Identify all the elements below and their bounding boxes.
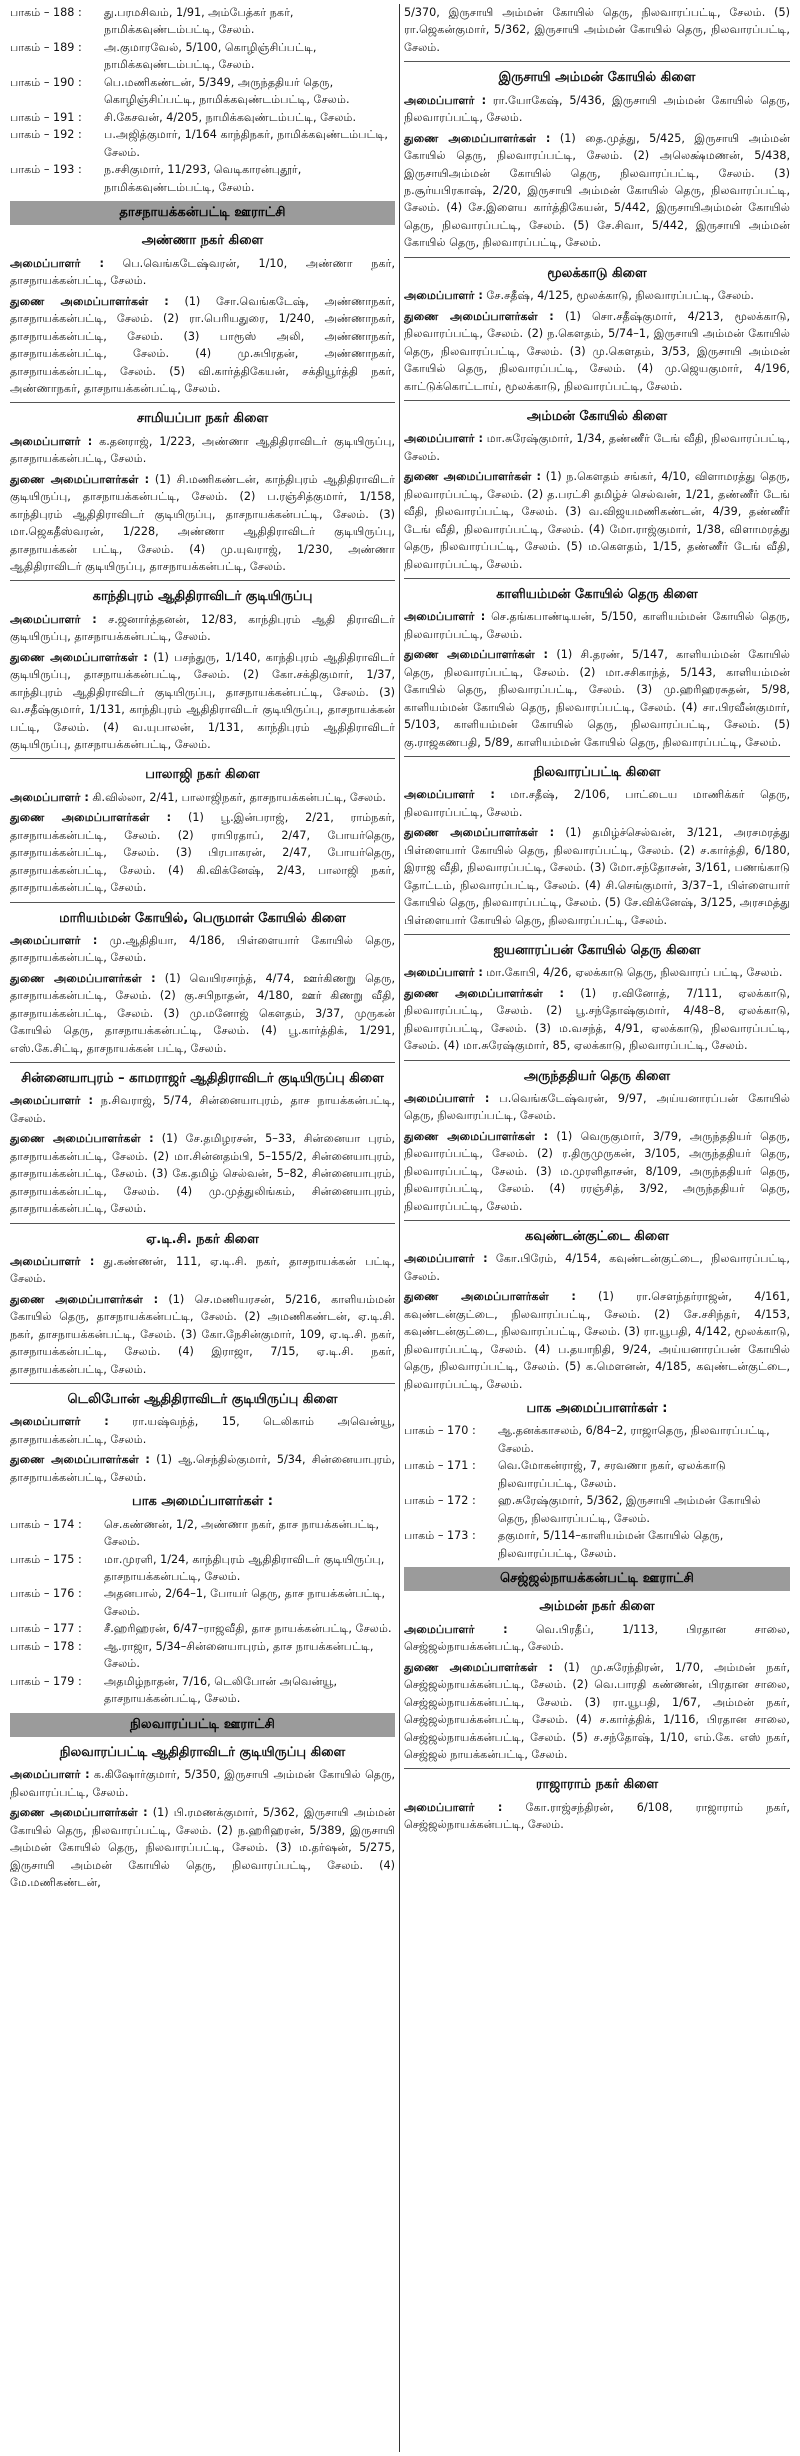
section-divider [404, 934, 790, 935]
member-paragraph [10, 293, 395, 398]
member-paragraph [10, 471, 395, 576]
section-title: டெலிபோன் ஆதிதிராவிடர் குடியிருப்பு கிளை [67, 1392, 338, 1408]
member-details: பெ.வெங்கடேஷ்வரன், 1/10, அண்ணா நகர், தாசநாயக்கன்பட்டி, சேலம். [10, 256, 396, 288]
booth-number: பாகம் – 192 : [10, 128, 82, 142]
role-label: அமைப்பாளர் : [10, 1768, 90, 1782]
role-label: அமைப்பாளர் : [404, 1091, 490, 1105]
role-label: அமைப்பாளர் : [10, 1415, 109, 1429]
member-details: (1) தை.முத்து, 5/425, இருசாயி அம்மன் கோயில் தெரு, நிலவாரப்பட்டி, சேலம். (2) அலெக்ஷ்மணன், 5/438, இருசாயிஅம்மன் கோயில் தெரு, நிலவாரப்பட்டி, சேலம். (3) ந.சூர்யபிரகாஷ், 2/20, இருசாயி அம்மன் கோயில் தெரு, நிலவாரப்பட்டி, சேலம். (4) சே.இளைய கார்த்திகேயன், 5/442, இருசாயிஅம்மன் கோயில் தெரு, நிலவாரப்பட்டி, சேலம். (5) சே.சிவா, 5/442, இருசாயி அம்மன் கோயில் தெரு, நிலவாரப்பட்டி, சேலம். [404, 131, 790, 250]
booth-organizer: ஆ.தனக்காசலம், 6/84–2, ராஜாதெரு, நிலவாரப்பட்டி, சேலம். [498, 1424, 770, 1455]
role-label: துணை அமைப்பாளர்கள் : [404, 470, 541, 484]
role-label: துணை அமைப்பாளர்கள் : [404, 986, 564, 1000]
booth-organizer: ந.சசிகுமார், 11/293, வெடிகாரன்புதூர், நாமிக்கவுண்டம்பட்டி, சேலம். [104, 163, 302, 194]
section-divider [404, 1220, 790, 1221]
role-label: துணை அமைப்பாளர்கள் : [10, 472, 150, 486]
section-title: மூலக்காடு கிளை [547, 265, 647, 281]
booth-row [10, 161, 395, 196]
booth-organizer: அ.குமாரவேல், 5/100, கொழிஞ்சிப்பட்டி, நாமிக்கவுண்டம்பட்டி, சேலம். [104, 40, 317, 72]
member-details: க.தனராஜ், 1/223, அண்ணா ஆதிதிராவிடர் குடியிருப்பு, தாசநாயக்கன்பட்டி, சேலம். [10, 434, 395, 466]
section-divider [404, 400, 790, 401]
left-column [6, 4, 400, 2452]
section-divider [10, 1062, 395, 1063]
booth-number: பாகம் – 190 : [10, 75, 82, 89]
member-details: கோ.ராஜ்சந்திரன், 6/108, ராஜாராம் நகர், செஜ்ஜல்நாயக்கன்பட்டி, சேலம். [404, 1800, 790, 1832]
booth-row [404, 1422, 790, 1457]
panchayat-banner: தாசநாயக்கன்பட்டி ஊராட்சி [10, 201, 395, 225]
member-details: (1) மு.சுரேந்திரன், 1/70, அம்மன் நகர், செஜ்ஜல்நாயக்கன்பட்டி, சேலம். (2) வெ.பாரதி கண்ணன், பிரதான சாலை, செஜ்ஜல்நாயக்கன்பட்டி, சேலம். (3) ரா.யூபதி, 1/67, அம்மன் நகர், செஜ்ஜல்நாயக்கன்பட்டி, சேலம். (4) ச.கார்த்திக், 1/116, பிரதான சாலை, செஜ்ஜல்நாயக்கன்பட்டி, சேலம். (5) ச.சந்தோஷ், 1/10, எம்.கே. எஸ் நகர், செஜ்ஜல் நாயக்கன்பட்டி, சேலம். [404, 1660, 790, 1762]
section-divider [404, 578, 790, 579]
member-details: ச.ஜனார்த்தனன், 12/83, காந்திபுரம் ஆதி திராவிடர் குடியிருப்பு, தாசநாயக்கன்பட்டி, சேலம். [10, 612, 396, 644]
section-title: பாக அமைப்பாளர்கள் : [526, 1401, 668, 1417]
role-label: அமைப்பாளர் : [404, 289, 483, 303]
booth-row [10, 1673, 395, 1708]
member-details: கி.வில்லா, 2/41, பாலாஜிநகர், தாசநாயக்கன்பட்டி, சேலம். [88, 790, 386, 804]
booth-organizer: வெ.மோகன்ராஜ், 7, சரவணா நகர், ஏலக்காடு நிலவாரப்பட்டி, சேலம். [498, 1459, 726, 1490]
member-details: (1) வெயிரசாந்த், 4/74, ஊர்கிணறு தெரு, தாசநாயக்கன்பட்டி, சேலம். (2) கு.சபிநாதன், 4/180, ஊர் கிணறு வீதி, தாசநாயக்கன்பட்டி, சேலம். (3) மு.மனோஜ் கௌதம், 3/37, முருகன் கோயில் தெரு, தாசநாயக்கன்பட்டி, சேலம். (4) பூ.கார்த்திக், 1/291, எஸ்.கே.சிட்டி, தாசநாயக்கன் பட்டி, சேலம். [10, 971, 395, 1055]
booth-row [10, 1551, 395, 1586]
role-label: அமைப்பாளர் : [404, 1252, 488, 1266]
role-label: துணை அமைப்பாளர்கள் : [10, 1132, 154, 1146]
section-title: ஐயனாரப்பன் கோயில் தெரு கிளை [493, 943, 701, 959]
booth-row [10, 1620, 395, 1637]
member-paragraph [404, 92, 790, 127]
booth-organizer: அதமிழ்நாதன், 7/16, டெலிபோன் அவென்யூ, தாசநாயக்கன்பட்டி, சேலம். [104, 1674, 338, 1706]
member-details: மா.சுரேஷ்குமார், 1/34, தண்ணீர் டேங் வீதி, நிலவாரப்பட்டி, சேலம். [404, 432, 790, 463]
section-title: ஏ.டி.சி. நகர் கிளை [146, 1231, 259, 1247]
section-title: அண்ணா நகர் கிளை [141, 233, 264, 249]
section-divider [10, 1223, 395, 1224]
role-label: துணை அமைப்பாளர்கள் : [404, 309, 554, 323]
member-paragraph [10, 1291, 395, 1378]
role-label: துணை அமைப்பாளர்கள் : [10, 1806, 148, 1820]
role-label: துணை அமைப்பாளர்கள் : [404, 1660, 553, 1674]
role-label: அமைப்பாளர் : [10, 1094, 94, 1108]
member-details: வெ.பிரதீப், 1/113, பிரதான சாலை, செஜ்ஜல்நாயக்கன்பட்டி, சேலம். [404, 1622, 790, 1654]
member-paragraph [10, 970, 395, 1057]
booth-row [10, 4, 395, 39]
member-paragraph [10, 932, 395, 967]
member-paragraph [404, 608, 790, 643]
role-label: துணை அமைப்பாளர்கள் : [404, 131, 551, 145]
booth-list [10, 1516, 395, 1708]
booth-row [10, 1585, 395, 1620]
member-paragraph [10, 1253, 395, 1288]
booth-organizer: ப.அஜித்குமார், 1/164 காந்திநகர், நாமிக்கவுண்டம்பட்டி, சேலம். [104, 128, 388, 159]
member-details: 5/370, இருசாயி அம்மன் கோயில் தெரு, நிலவாரப்பட்டி, சேலம். (5) ரா.ஜெகன்குமார், 5/362, இருசாயி அம்மன் கோயில் தெரு, நிலவாரப்பட்டி, சேலம். [404, 6, 790, 54]
section-divider [10, 1383, 395, 1384]
member-paragraph [10, 1804, 395, 1891]
member-details: (1) சே.தமிழரசன், 5–33, சின்னையா புரம், தாசநாயக்கன்பட்டி, சேலம். (2) மா.சின்னதம்பி, 5–155/2, சின்னையாபுரம், தாசநாயக்கன்பட்டி, சேலம். (3) கே.தமிழ் செல்வன், 5–82, சின்னையாபுரம், தாசநாயக்கன்பட்டி, சேலம். (4) மு.முத்துலிங்கம், சின்னையாபுரம், தாசநாயக்கன்பட்டி, சேலம். [10, 1132, 396, 1216]
member-details: (1) பசந்துரு, 1/140, காந்திபுரம் ஆதிதிராவிடர் குடியிருப்பு, தாசநாயக்கன்பட்டி, சேலம். (2) கோ.சக்திகுமார், 1/37, காந்திபுரம் ஆதிதிராவிடர் குடியிருப்பு, தாசநாயக்கன்பட்டி, சேலம். (3) வ.சதீஷ்குமார், 1/131, காந்திபுரம் ஆதிதிராவிடர் குடியிருப்பு, தாசநாயக்கன் பட்டி, சேலம். (4) வ.யுபாலன், 1/131, காந்திபுரம் ஆதிதிராவிடர் குடியிருப்பு, தாசநாயக்கன்பட்டி, சேலம். [10, 650, 395, 751]
role-label: அமைப்பாளர் : [404, 966, 483, 980]
role-label: துணை அமைப்பாளர்கள் : [10, 971, 156, 985]
booth-number: பாகம் – 179 : [10, 1674, 82, 1688]
section-title: காளியம்மன் கோயில் தெரு கிளை [496, 586, 698, 602]
panchayat-banner: நிலவாரப்பட்டி ஊராட்சி [10, 1713, 395, 1737]
booth-row [10, 39, 395, 74]
booth-organizer: சீ.ஹரிஹரன், 6/47–ராஜவீதி, தாச நாயக்கன்பட்டி, சேலம். [104, 1622, 392, 1636]
section-title: நிலவாரப்பட்டி ஆதிதிராவிடர் குடியிருப்பு கிளை [59, 1745, 346, 1761]
member-paragraph [10, 789, 395, 806]
member-details: (1) ர.வினோத், 7/111, ஏலக்காடு, நிலவாரப்பட்டி, சேலம். (2) பூ.சந்தோஷ்குமார், 4/48–8, ஏலக்காடு, நிலவாரப்பட்டி, சேலம். (3) ம.வசந்த், 4/91, ஏலக்காடு, நிலவாரப்பட்டி, சேலம். (4) மா.சுரேஷ்குமார், 85, ஏலக்காடு, நிலவாரப்பட்டி, சேலம். [404, 986, 791, 1053]
section-divider [10, 758, 395, 759]
section-title: அம்மன் நகர் கிளை [539, 1599, 655, 1615]
member-paragraph [10, 809, 395, 896]
section-divider [404, 756, 790, 757]
section-divider [404, 61, 790, 62]
booth-organizer: பெ.மணிகண்டன், 5/349, அருந்ததியர் தெரு, கொழிஞ்சிப்பட்டி, நாமிக்கவுண்டம்பட்டி, சேலம். [104, 75, 350, 107]
member-paragraph [404, 786, 790, 821]
member-details: (1) பி.ரமணக்குமார், 5/362, இருசாயி அம்மன் கோயில் தெரு, நிலவாரப்பட்டி, சேலம். (2) ந.ஹரிஹரன், 5/389, இருசாயி அம்மன் கோயில் தெரு, நிலவாரப்பட்டி, சேலம். (3) ம.தர்ஷன், 5/275, இருசாயி அம்மன் கோயில் தெரு, நிலவாரப்பட்டி, சேலம். (4) மே.மணிகண்டன், [10, 1806, 396, 1890]
section-title: பாலாஜி நகர் கிளை [145, 767, 260, 783]
member-paragraph [10, 1766, 395, 1801]
role-label: அமைப்பாளர் : [10, 434, 93, 448]
member-paragraph [10, 1130, 395, 1217]
booth-number: பாகம் – 188 : [10, 6, 82, 19]
member-details: செ.தங்கபாண்டியன், 5/150, காளியம்மன் கோயில் தெரு, நிலவாரப்பட்டி, சேலம். [404, 610, 790, 641]
booth-organizer: செ.கண்ணன், 1/2, அண்ணா நகர், தாச நாயக்கன்பட்டி, சேலம். [104, 1517, 380, 1549]
role-label: துணை அமைப்பாளர்கள் : [404, 648, 549, 662]
booth-number: பாகம் – 189 : [10, 40, 82, 54]
panchayat-banner: செஜ்ஜல்நாயக்கன்பட்டி ஊராட்சி [404, 1567, 790, 1591]
member-details: (1) ரா.செளந்தர்ராஜன், 4/161, கவுண்டன்குட்டை, நிலவாரப்பட்டி, சேலம். (2) சே.சசிந்தர், 4/153, கவுண்டன்குட்டை, நிலவாரப்பட்டி, சேலம். (3) ரா.யூபதி, 4/142, மூலக்காடு, நிலவாரப்பட்டி, சேலம். (4) ப.தயாநிதி, 9/24, அய்யனாரப்பன் கோயில் தெரு, நிலவாரப்பட்டி, சேலம். (5) க.மௌனன், 4/185, கவுண்டன்குட்டை, நிலவாரப்பட்டி, சேலம். [404, 1290, 790, 1391]
booth-number: பாகம் – 174 : [10, 1517, 82, 1531]
booth-row [10, 74, 395, 109]
section-title: இருசாயி அம்மன் கோயில் கிளை [498, 70, 696, 86]
member-details: ந.சிவராஜ், 5/74, சின்னையாபுரம், தாச நாயக்கன்பட்டி, சேலம். [10, 1094, 396, 1125]
booth-number: பாகம் – 172 : [404, 1494, 476, 1508]
role-label: அமைப்பாளர் : [10, 256, 104, 270]
booth-organizer: ஆ.ராஜா, 5/34–சின்னையாபுரம், தாச நாயக்கன்பட்டி, சேலம். [104, 1639, 374, 1671]
role-label: துணை அமைப்பாளர்கள் : [404, 1290, 576, 1304]
member-paragraph [404, 1288, 790, 1393]
member-paragraph [404, 130, 790, 252]
booth-row [10, 109, 395, 126]
member-details: ப.வெங்கடேஷ்வரன், 9/97, அய்யனாரப்பன் கோயில் தெரு, நிலவாரப்பட்டி, சேலம். [404, 1091, 791, 1123]
role-label: அமைப்பாளர் : [404, 1800, 503, 1814]
booth-organizer: தகுமார், 5/114–காளியம்மன் கோயில் தெரு, நிலவாரப்பட்டி, சேலம். [498, 1529, 724, 1560]
booth-organizer: ஹ.சுரேஷ்குமார், 5/362, இருசாயி அம்மன் கோயில் தெரு, நிலவாரப்பட்டி, சேலம். [498, 1494, 761, 1525]
section-divider [10, 580, 395, 581]
booth-number: பாகம் – 193 : [10, 163, 82, 177]
role-label: அமைப்பாளர் : [404, 610, 486, 624]
role-label: துணை அமைப்பாளர்கள் : [404, 1129, 549, 1143]
member-paragraph [404, 824, 790, 929]
member-paragraph [10, 1451, 395, 1486]
booth-number: பாகம் – 175 : [10, 1552, 82, 1566]
booth-organizer: சி.கேசவன், 4/205, நாமிக்கவுண்டம்பட்டி, சேலம். [104, 110, 357, 124]
booth-row [404, 1492, 790, 1527]
section-title: ராஜாராம் நகர் கிளை [535, 1777, 659, 1793]
section-divider [10, 402, 395, 403]
member-paragraph [404, 1659, 790, 1764]
member-paragraph [10, 611, 395, 646]
member-paragraph [404, 985, 790, 1055]
role-label: துணை அமைப்பாளர்கள் : [10, 650, 148, 664]
member-paragraph [404, 468, 790, 573]
section-divider [10, 902, 395, 903]
role-label: அமைப்பாளர் : [404, 432, 483, 446]
member-details: க.கிஷோர்குமார், 5/350, இருசாயி அம்மன் கோயில் தெரு, நிலவாரப்பட்டி, சேலம். [10, 1768, 396, 1799]
member-paragraph [10, 1092, 395, 1127]
right-column [400, 4, 794, 2452]
role-label: அமைப்பாளர் : [404, 93, 487, 107]
member-details: (1) சோ.வெங்கடேஷ், அண்ணாநகர், தாசநாயக்கன்பட்டி, சேலம். (2) ரா.பெரியதுரை, 1/240, அண்ணாநகர், தாசநாயக்கன்பட்டி, சேலம். (3) பாரூஸ் அலி, அண்ணாநகர், தாசநாயக்கன்பட்டி, சேலம். (4) மு.சுபிரதன், அண்ணாநகர், தாசநாயக்கன்பட்டி, சேலம். (5) வி.கார்த்திகேயன், சக்தியூர்த்தி நகர், அண்ணாநகர், தாசநாயக்கன்பட்டி, சேலம். [10, 294, 395, 395]
booth-organizer: மா.முரளி, 1/24, காந்திபுரம் ஆதிதிராவிடர் குடியிருப்பு, தாசநாயக்கன்பட்டி, சேலம். [104, 1552, 385, 1583]
booth-row [10, 126, 395, 161]
section-divider [404, 1060, 790, 1061]
member-paragraph [404, 287, 790, 304]
member-paragraph [404, 1799, 790, 1834]
member-paragraph [404, 4, 790, 56]
member-details: (1) சி.தரண், 5/147, காளியம்மன் கோயில் தெரு, நிலவாரப்பட்டி, சேலம். (2) மா.சசிகாந்த், 5/143, காளியம்மன் கோயில் தெரு, நிலவாரப்பட்டி, சேலம். (3) மு.ஹரிஹரசுதன், 5/98, காளியம்மன் கோயில் தெரு, நிலவாரப்பட்டி, சேலம். (4) சா.பிரவீன்குமார், 5/103, காளியம்மன் கோயில் தெரு, நிலவாரப்பட்டி, சேலம். (5) கு.ராஜகணபதி, 5/89, காளியம்மன் கோயில் தெரு, நிலவாரப்பட்டி, சேலம். [404, 648, 790, 749]
member-paragraph [10, 255, 395, 290]
member-paragraph [10, 649, 395, 754]
member-details: சே.சதீஷ், 4/125, மூலக்காடு, நிலவாரப்பட்டி, சேலம். [482, 289, 754, 303]
member-paragraph [404, 1128, 790, 1215]
role-label: அமைப்பாளர் : [10, 790, 89, 804]
role-label: துணை அமைப்பாளர்கள் : [10, 294, 169, 308]
booth-number: பாகம் – 173 : [404, 1529, 476, 1543]
booth-number: பாகம் – 176 : [10, 1587, 82, 1601]
member-details: (1) ந.கௌதம் சங்கர், 4/10, விளாமரத்து தெரு, நிலவாரப்பட்டி, சேலம். (2) த.பரட்சி தமிழ்ச் செல்வன், 1/21, தண்ணீர் டேங் வீதி, நிலவாரப்பட்டி, சேலம். (3) வ.விஜயமணிகண்டன், 4/39, தண்ணீர் டேங் வீதி, நிலவாரப்பட்டி, சேலம். (4) மோ.ராஜ்குமார், 1/38, விளாமரத்து தெரு, நிலவாரப்பட்டி, சேலம். (5) ம.கௌதம், 1/15, தண்ணீர் டேங் வீதி, நிலவாரப்பட்டி, சேலம். [404, 470, 790, 571]
section-title: கவுண்டன்குட்டை கிளை [525, 1229, 669, 1245]
member-details: (1) ஆ.செந்தில்குமார், 5/34, சின்னையாபுரம், தாசநாயக்கன்பட்டி, சேலம். [10, 1453, 396, 1484]
member-details: கோ.பிரேம், 4/154, கவுண்டன்குட்டை, நிலவாரப்பட்டி, சேலம். [404, 1252, 790, 1283]
member-paragraph [404, 646, 790, 751]
role-label: துணை அமைப்பாளர்கள் : [10, 811, 172, 825]
booth-number: பாகம் – 171 : [404, 1459, 476, 1473]
member-paragraph [404, 1621, 790, 1656]
role-label: அமைப்பாளர் : [10, 1254, 95, 1268]
booth-organizer: அதனபால், 2/64–1, போயர் தெரு, தாச நாயக்கன்பட்டி, சேலம். [104, 1587, 386, 1618]
section-title: அம்மன் கோயில் கிளை [526, 408, 668, 424]
booth-row [404, 1527, 790, 1562]
section-divider [404, 257, 790, 258]
role-label: துணை அமைப்பாளர்கள் : [404, 826, 555, 840]
member-paragraph [404, 1090, 790, 1125]
role-label: அமைப்பாளர் : [404, 788, 495, 802]
booth-row [10, 1638, 395, 1673]
booth-number: பாகம் – 178 : [10, 1639, 82, 1653]
role-label: அமைப்பாளர் : [404, 1622, 508, 1636]
role-label: அமைப்பாளர் : [10, 612, 97, 626]
section-title: காந்திபுரம் ஆதிதிராவிடர் குடியிருப்பு [92, 589, 313, 605]
member-paragraph [404, 308, 790, 395]
member-details: மா.கோபி, 4/26, ஏலக்காடு தெரு, நிலவாரப் பட்டி, சேலம். [482, 966, 783, 980]
role-label: அமைப்பாளர் : [10, 933, 98, 947]
section-title: பாக அமைப்பாளர்கள் : [132, 1494, 273, 1510]
member-paragraph [404, 1250, 790, 1285]
section-title: சின்னையாபுரம் – காமராஜர் ஆதிதிராவிடர் குடியிருப்பு கிளை [21, 1071, 384, 1087]
member-details: (1) பூ.இன்பராஜ், 2/21, ராம்நகர், தாசநாயக்கன்பட்டி, சேலம். (2) ராபிரதாப், 2/47, போயர்தெரு, தாசநாயக்கன்பட்டி, சேலம். (3) பிரபாகரன், 2/47, போயர்தெரு, தாசநாயக்கன்பட்டி, சேலம். (4) கி.விக்னேஷ், 2/43, பாலாஜி நகர், தாசநாயக்கன்பட்டி, சேலம். [10, 811, 396, 895]
member-paragraph [10, 1413, 395, 1448]
member-details: (1) சொ.சதீஷ்குமார், 4/213, மூலக்காடு, நிலவாரப்பட்டி, சேலம். (2) ந.கௌதம், 5/74–1, இருசாயி அம்மன் கோயில் தெரு, நிலவாரப்பட்டி, சேலம். (3) மு.கௌதம், 3/53, இருசாயி அம்மன் கோயில் தெரு, நிலவாரப்பட்டி, சேலம். (4) மு.ஜெயகுமார், 4/196, காட்டுக்கொட்டாய், மூலக்காடு, நிலவாரப்பட்டி, சேலம். [404, 309, 790, 393]
booth-row [10, 1516, 395, 1551]
member-details: (1) தமிழ்ச்செல்வன், 3/121, அரசமரத்து பிள்ளையார் கோயில் தெரு, நிலவாரப்பட்டி, சேலம். (2) ச.கார்த்தி, 6/180, இராஜ வீதி, நிலவாரப்பட்டி, சேலம். (3) மோ.சந்தோசன், 3/161, பணங்காடு தோட்டம், நிலவாரப்பட்டி, சேலம். (4) சி.செங்குமார், 3/37–1, பிள்ளையார் கோயில் தெரு, நிலவாரப்பட்டி, சேலம். (5) சே.விக்னேஷ், 3/125, அரசமத்து பிள்ளையார் கோயில் தெரு, நிலவாரப்பட்டி, சேலம். [404, 826, 790, 927]
section-title: மாரியம்மன் கோயில், பெருமாள் கோயில் கிளை [59, 910, 346, 926]
member-paragraph [404, 964, 790, 981]
member-details: ரா.யஷ்வந்த், 15, டெலிகாம் அவென்யூ, தாசநாயக்கன்பட்டி, சேலம். [10, 1415, 396, 1446]
member-details: மு.ஆதிதியா, 4/186, பிள்ளையார் கோயில் தெரு, தாசநாயக்கன்பட்டி, சேலம். [10, 933, 395, 965]
booth-row [404, 1457, 790, 1492]
role-label: துணை அமைப்பாளர்கள் : [10, 1292, 159, 1306]
member-details: து.கண்ணன், 111, ஏ.டி.சி. நகர், தாசநாயக்கன் பட்டி, சேலம். [10, 1254, 396, 1286]
booth-list [10, 4, 395, 196]
section-divider [404, 1768, 790, 1769]
member-details: (1) சி.மணிகண்டன், காந்திபுரம் ஆதிதிராவிடர் குடியிருப்பு, தாசநாயக்கன்பட்டி, சேலம். (2) ப.ரஞ்சித்குமார், 1/158, காந்திபுரம் ஆதிதிராவிடர் குடியிருப்பு, தாசநாயக்கன்பட்டி, சேலம். (3) மா.ஜெகதீஸ்வரன், 1/228, அண்ணா ஆதிதிராவிடர் குடியிருப்பு, தாசநாயக்கன் பட்டி, சேலம். (4) மு.யுவராஜ், 1/230, அண்ணா ஆதிதிராவிடர் குடியிருப்பு, தாசநாயக்கன்பட்டி, சேலம். [10, 472, 395, 573]
member-details: (1) வெருகுமார், 3/79, அருந்ததியர் தெரு, நிலவாரப்பட்டி, சேலம். (2) ர.திருமுருகன், 3/105, அருந்ததியர் தெரு, நிலவாரப்பட்டி, சேலம். (3) ம.முரளிதாசன், 8/109, அருந்ததியர் தெரு, நிலவாரப்பட்டி, சேலம். (4) ரரஞ்சித், 3/92, அருந்ததியர் தெரு, நிலவாரப்பட்டி, சேலம். [404, 1129, 790, 1213]
member-details: மா.சதீஷ், 2/106, பாட்டைய மாணிக்கர் தெரு, நிலவாரப்பட்டி, சேலம். [404, 788, 790, 819]
member-paragraph [404, 430, 790, 465]
booth-number: பாகம் – 191 : [10, 110, 82, 124]
member-details: (1) செ.மணியரசன், 5/216, காளியம்மன் கோயில் தெரு, தாசநாயக்கன்பட்டி, சேலம். (2) அமணிகண்டன், ஏ.டி.சி. நகர், தாசநாயக்கன்பட்டி, சேலம். (3) கோ.நேசின்குமார், 109, ஏ.டி.சி. நகர், தாசநாயக்கன்பட்டி, சேலம். (4) இராஜா, 7/15, ஏ.டி.சி. நகர், தாசநாயக்கன்பட்டி, சேலம். [10, 1292, 395, 1376]
section-title: அருந்ததியர் தெரு கிளை [523, 1068, 671, 1084]
section-title: நிலவாரப்பட்டி கிளை [533, 765, 661, 780]
booth-list [404, 1422, 790, 1562]
member-details: ரா.யோகேஷ், 5/436, இருசாயி அம்மன் கோயில் தெரு, நிலவாரப்பட்டி, சேலம். [404, 93, 791, 125]
section-title: சாமியப்பா நகர் கிளை [136, 411, 269, 427]
booth-organizer: து.பரமசிவம், 1/91, அம்பேத்கர் நகர், நாமிக்கவுண்டம்பட்டி, சேலம். [104, 6, 294, 37]
booth-number: பாகம் – 170 : [404, 1424, 476, 1438]
member-paragraph [10, 433, 395, 468]
role-label: துணை அமைப்பாளர்கள் : [10, 1453, 150, 1467]
booth-number: பாகம் – 177 : [10, 1622, 82, 1636]
